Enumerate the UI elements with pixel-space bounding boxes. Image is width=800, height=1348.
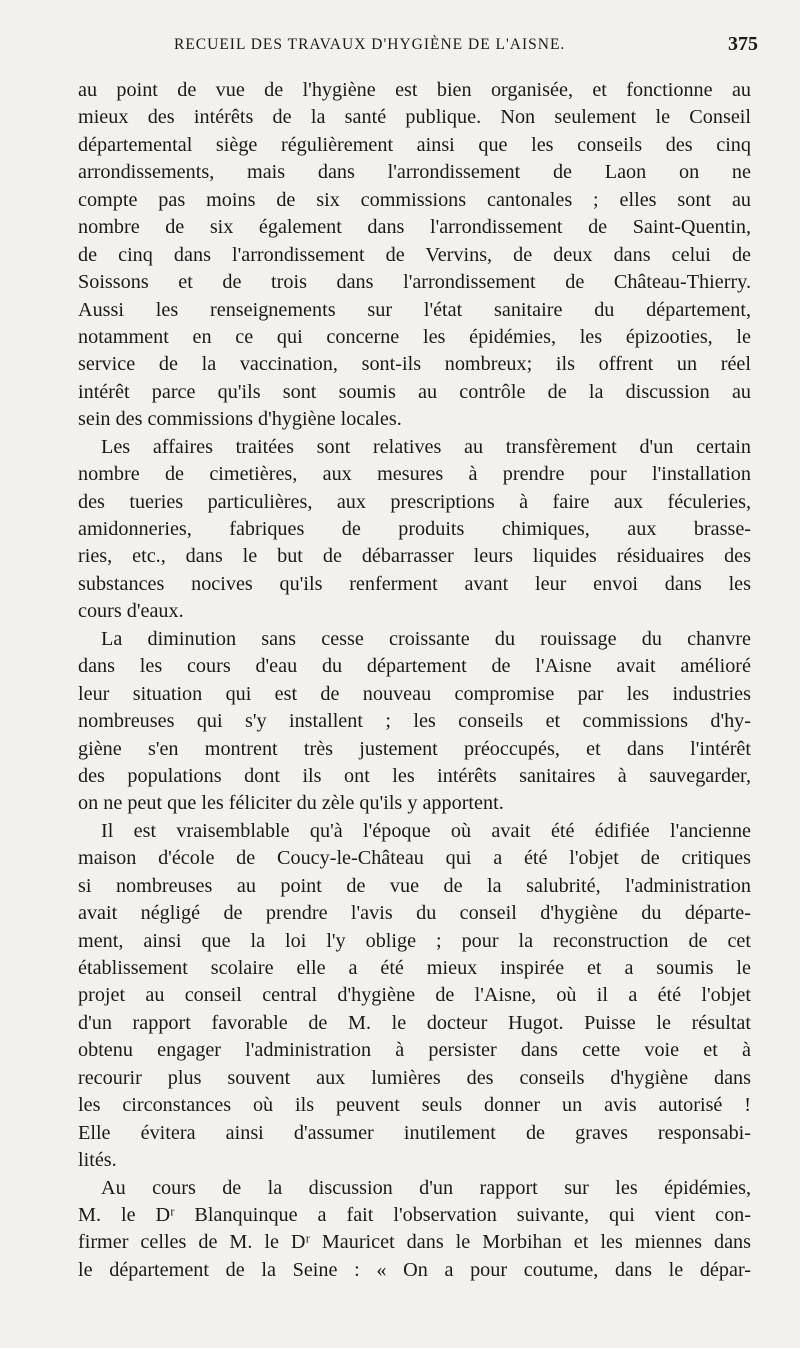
- text-line: sein des commissions d'hygiène locales.: [78, 408, 402, 431]
- text-line: Au cours de la discussion d'un rapport sur les épidémies,: [101, 1176, 751, 1199]
- text-line: service de la vaccination, sont-ils nombreux; ils offrent un réel: [78, 353, 751, 376]
- text-line: au point de vue de l'hygiène est bien organisée, et fonctionne au: [78, 79, 751, 101]
- text-line: Soissons et de trois dans l'arrondissement de Château-Thierry.: [78, 271, 751, 294]
- text-line: mieux des intérêts de la santé publique. Non seulement le Conseil: [78, 106, 751, 129]
- text-line: Il est vraisemblable qu'à l'époque où avait été édifiée l'ancienne: [101, 819, 751, 842]
- text-line: les circonstances où ils peuvent seuls donner un avis autorisé !: [78, 1094, 751, 1117]
- text-line: avait négligé de prendre l'avis du conseil d'hygiène du départe-: [78, 902, 751, 925]
- text-line: recourir plus souvent aux lumières des conseils d'hygiène dans: [78, 1066, 751, 1089]
- text-line: notamment en ce qui concerne les épidémies, les épizooties, le: [78, 325, 751, 348]
- text-line: des populations dont ils ont les intérêts sanitaires à sauvegarder,: [78, 764, 751, 787]
- text-line: arrondissements, mais dans l'arrondissement de Laon on ne: [78, 161, 751, 184]
- text-line: cours d'eaux.: [78, 600, 184, 623]
- text-line: d'un rapport favorable de M. le docteur Hugot. Puisse le résultat: [78, 1011, 751, 1034]
- text-line: giène s'en montrent très justement préoccupés, et dans l'intérêt: [78, 737, 751, 760]
- text-line: Aussi les renseignements sur l'état sanitaire du département,: [78, 298, 751, 321]
- text-line: compte pas moins de six commissions cantonales ; elles sont au: [78, 188, 751, 211]
- text-line: nombre de cimetières, aux mesures à prendre pour l'installation: [78, 463, 751, 486]
- text-line: ment, ainsi que la loi l'y oblige ; pour la reconstruction de cet: [78, 929, 751, 952]
- text-line: de cinq dans l'arrondissement de Vervins, de deux dans celui de: [78, 243, 751, 266]
- body-text: [78, 77, 751, 1284]
- text-line: nombre de six également dans l'arrondissement de Saint-Quentin,: [78, 216, 751, 239]
- text-line: obtenu engager l'administration à persister dans cette voie et à: [78, 1039, 751, 1062]
- text-line: Les affaires traitées sont relatives au transfèrement d'un certain: [101, 435, 751, 458]
- text-line: ries, etc., dans le but de débarrasser leurs liquides résiduaires des: [78, 545, 751, 568]
- text-line: établissement scolaire elle a été mieux inspirée et a soumis le: [78, 957, 751, 979]
- text-line: dans les cours d'eau du département de l'Aisne avait amélioré: [78, 655, 751, 678]
- text-line: on ne peut que les féliciter du zèle qu'ils y apportent.: [78, 792, 504, 815]
- text-line: intérêt parce qu'ils sont soumis au contrôle de la discussion au: [78, 380, 751, 403]
- text-line: La diminution sans cesse croissante du rouissage du chanvre: [101, 627, 751, 650]
- text-line: amidonneries, fabriques de produits chimiques, aux brasse-: [78, 518, 751, 540]
- text-line: substances nocives qu'ils renferment avant leur envoi dans les: [78, 572, 751, 595]
- text-line: M. le Dʳ Blanquinque a fait l'observation suivante, qui vient con-: [78, 1203, 751, 1226]
- running-header: [78, 33, 758, 60]
- text-line: départemental siège régulièrement ainsi que les conseils des cinq: [78, 133, 751, 156]
- page-number: 375: [728, 33, 758, 55]
- running-header-title: RECUEIL DES TRAVAUX D'HYGIÈNE DE L'AISNE.: [174, 36, 566, 53]
- text-line: firmer celles de M. le Dʳ Mauricet dans le Morbihan et les miennes dans: [78, 1231, 751, 1254]
- text-line: nombreuses qui s'y installent ; les conseils et commissions d'hy-: [78, 710, 751, 733]
- text-line: projet au conseil central d'hygiène de l'Aisne, où il a été l'objet: [78, 984, 751, 1007]
- text-line: maison d'école de Coucy-le-Château qui a été l'objet de critiques: [78, 847, 751, 870]
- text-line: le département de la Seine : « On a pour coutume, dans le dépar-: [78, 1258, 751, 1281]
- text-line: Elle évitera ainsi d'assumer inutilement de graves responsabi-: [78, 1121, 751, 1144]
- text-line: lités.: [78, 1149, 117, 1172]
- text-line: leur situation qui est de nouveau compromise par les industries: [78, 682, 751, 705]
- text-line: si nombreuses au point de vue de la salubrité, l'administration: [78, 874, 751, 897]
- text-line: des tueries particulières, aux prescriptions à faire aux féculeries,: [78, 490, 751, 513]
